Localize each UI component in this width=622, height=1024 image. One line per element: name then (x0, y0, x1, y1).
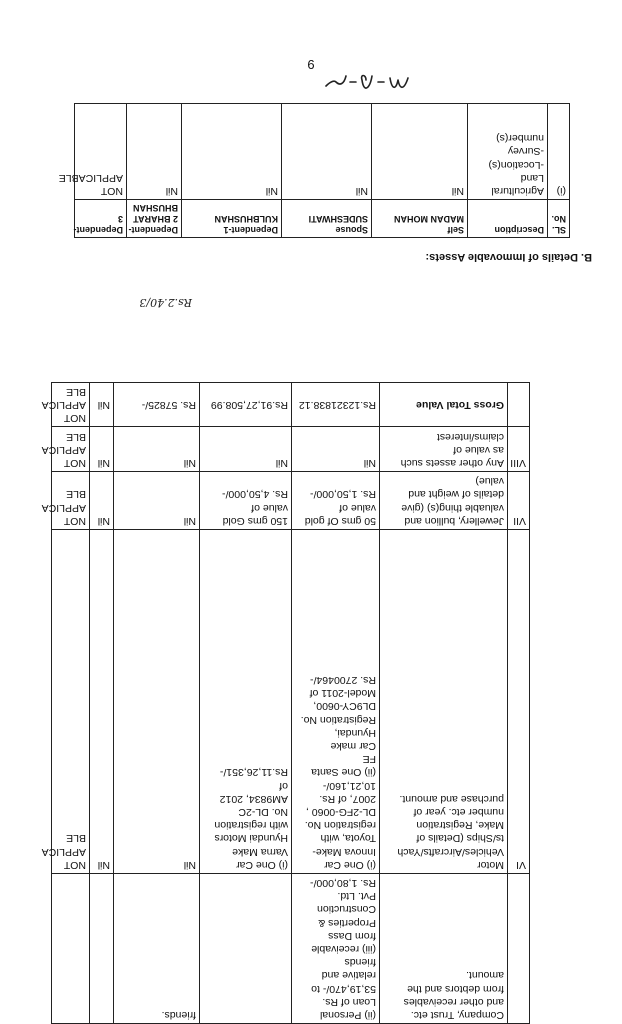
header-dependent2: Dependent- 2 BHARAT BHUSHAN (127, 200, 182, 238)
dependent1-cell: friends. (114, 873, 200, 1023)
dependent2-cell: Nil (127, 104, 182, 200)
table-row (75, 104, 570, 200)
handwritten-correction: Rs.2.40/3 (139, 296, 192, 309)
dependent3-cell: NOT APPLICABLE (75, 104, 127, 200)
header-dependent3: Dependent-3 (75, 200, 127, 238)
sl-cell: (i) (548, 104, 570, 200)
dependent1-cell: Nil (182, 104, 282, 200)
dependent1-cell: Rs. 57825/- (114, 382, 200, 427)
sl-cell (508, 873, 530, 1023)
dependent2-cell: Nil (90, 427, 114, 472)
dependent2-cell: Nil (90, 382, 114, 427)
dependent3-cell: NOT APPLICA BLE (52, 471, 90, 529)
page-number: 9 (307, 57, 315, 72)
self-cell: (ii) Personal Loan of Rs. 53,19,470/- to relative and friends (iii) receivable from Dass Properties & Construction Pvt. Ltd. Rs. 1,80,000/- (292, 873, 380, 1023)
self-cell: Nil (292, 427, 380, 472)
dependent3-cell: NOT APPLICA BLE (52, 529, 90, 873)
dependent3-cell: NOT APPLICA BLE (52, 427, 90, 472)
header-sl: SL. No. (548, 200, 570, 238)
immovable-assets-table (58, 103, 570, 238)
sl-cell: VII (508, 471, 530, 529)
dependent1-cell: Nil (114, 427, 200, 472)
spouse-cell: Nil (200, 427, 292, 472)
dependent1-cell: Nil (114, 471, 200, 529)
spouse-cell: (i) One Car Varna Make Hyundai Motors with registration No. DL-2C AM9834, 2012 of Rs.11,26,351/- (200, 529, 292, 873)
dependent2-cell (90, 873, 114, 1023)
dependent1-cell: Nil (114, 529, 200, 873)
dependent2-cell: Nil (90, 471, 114, 529)
sl-cell (508, 382, 530, 427)
table-row (52, 427, 530, 472)
spouse-cell: Rs.91,27,508.99 (200, 382, 292, 427)
sl-cell: VIII (508, 427, 530, 472)
self-cell: 50 gms Of gold value of Rs. 1,50,000/- (292, 471, 380, 529)
spouse-cell: Nil (282, 104, 372, 200)
header-description: Description (468, 200, 548, 238)
gross-total-row (52, 382, 530, 427)
section-title: B. Details of Immovable Assets: (425, 251, 592, 263)
description-cell: Any other assets such as value of claims/interest (380, 427, 508, 472)
self-cell: (i) One Car Innova Make- Toyota, with registration No. DL-2FG-0060 , 2007, of Rs. 10,21,160/- (ii) One Santa FE Car make Hyundai, Registration No. DL9CY-0600, Model-2011 of Rs. 2700464/- (292, 529, 380, 873)
description-cell: Jewellery, bullion and valuable thing(s) (give details of weight and value) (380, 471, 508, 529)
sl-cell: VI (508, 529, 530, 873)
self-cell: Nil (372, 104, 468, 200)
description-cell: Company, Trust etc. and other receivables from debtors and the amount. (380, 873, 508, 1023)
self-cell: Rs.12321838.12 (292, 382, 380, 427)
spouse-cell (200, 873, 292, 1023)
description-cell: Gross Total Value (380, 382, 508, 427)
dependent3-cell (52, 873, 90, 1023)
header-self: Self MADAN MOHAN (372, 200, 468, 238)
spouse-cell: 150 gms Gold value of Rs. 4,50,000/- (200, 471, 292, 529)
table-row (52, 873, 530, 1023)
movable-assets-table (41, 382, 530, 1024)
header-spouse: Spouse SUDESHWATI (282, 200, 372, 238)
table-row (52, 471, 530, 529)
table-row (52, 529, 530, 873)
dependent2-cell: Nil (90, 529, 114, 873)
header-row (75, 200, 570, 238)
dependent3-cell: NOT APPLICA BLE (52, 382, 90, 427)
description-cell: Motor Vehicles/Aircrafts/Yach ts/Ships (Details of Make, Registration number etc. year of purchase and amount. (380, 529, 508, 873)
header-dependent1: Dependent-1 KULBHUSHAN (182, 200, 282, 238)
description-cell: Agricultural Land -Location(s) -Survey number(s) (468, 104, 548, 200)
